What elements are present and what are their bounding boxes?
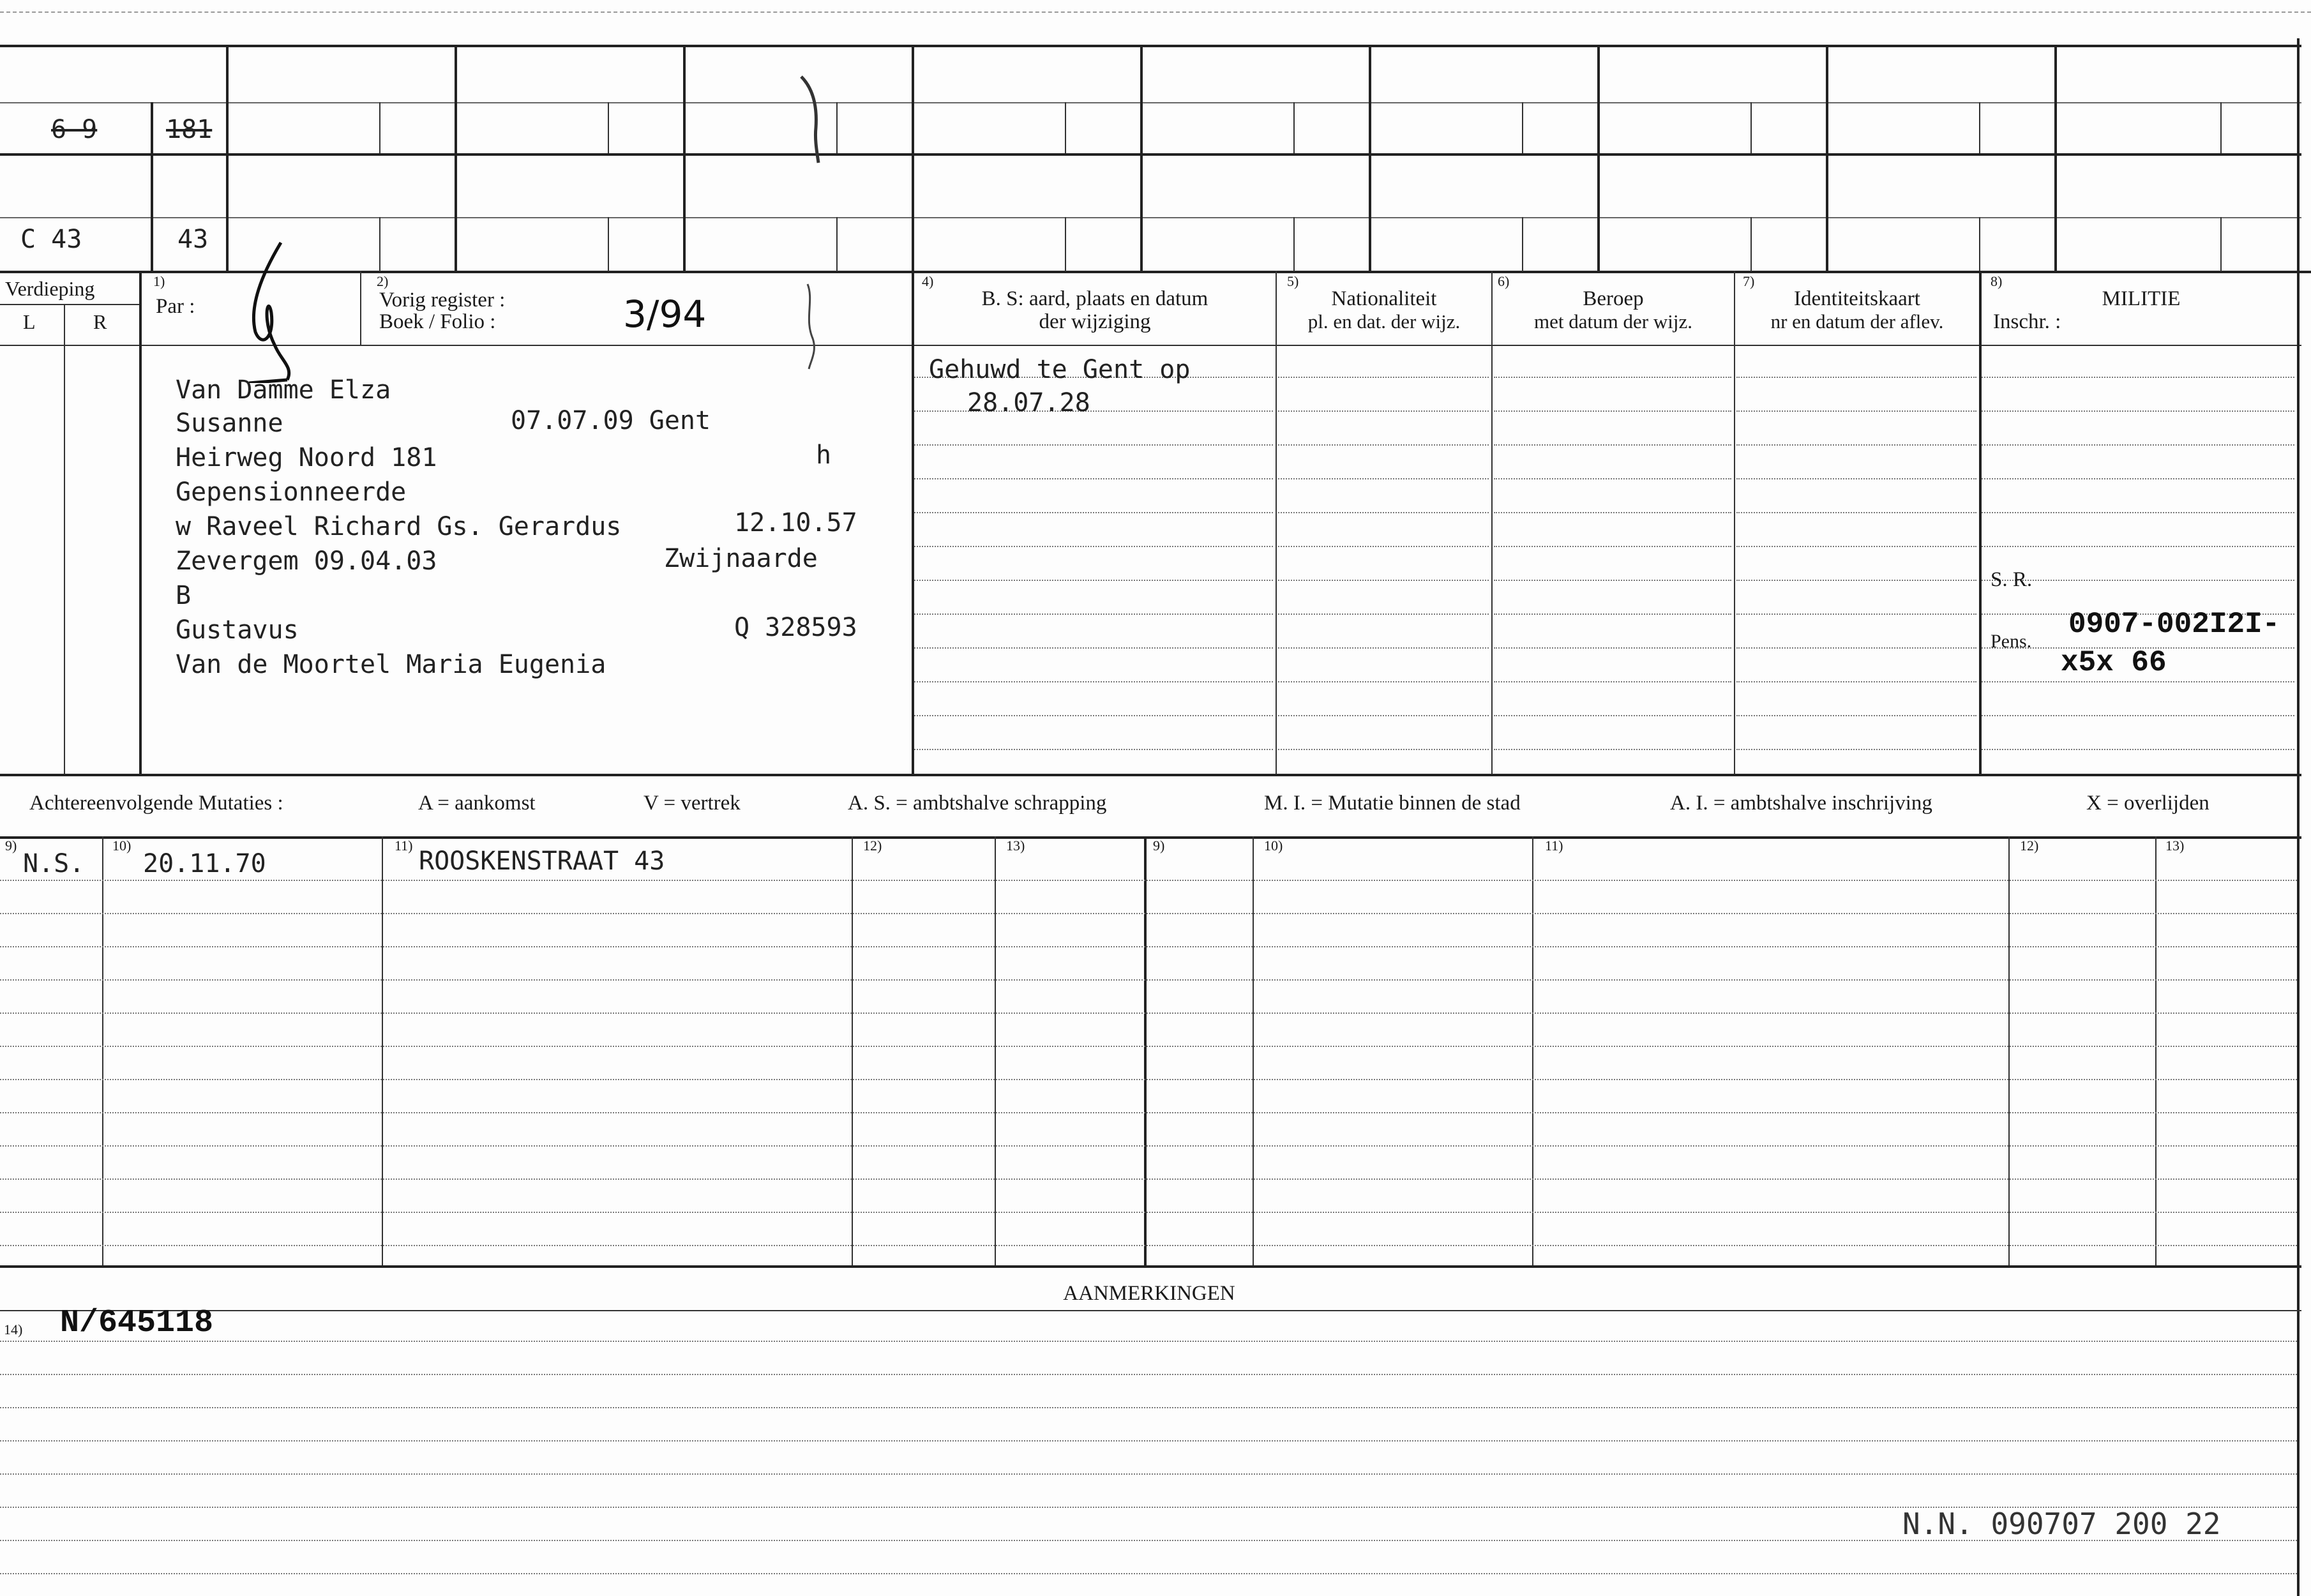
ruled-line	[1278, 647, 1489, 649]
mutation-address: ROOSKENSTRAAT 43	[419, 847, 665, 876]
ruled-line	[0, 1341, 2297, 1342]
beroep-label: Beroep	[1583, 287, 1644, 310]
ruled-line	[1494, 512, 1731, 513]
ruled-line	[1982, 749, 2294, 750]
ruled-line	[0, 880, 2297, 881]
verdieping-l-label: L	[23, 310, 36, 333]
nationaliteit-num: 5)	[1287, 273, 1299, 289]
ruled-line	[0, 1573, 2297, 1574]
person-mother: Van de Moortel Maria Eugenia	[176, 650, 606, 679]
person-name: Van Damme Elza	[176, 375, 391, 405]
legend-ambtshalve-schrapping: A. S. = ambtshalve schrapping	[848, 792, 1107, 815]
ruled-line	[1736, 444, 1976, 446]
ruled-line	[1736, 614, 1976, 615]
house-code: C 43	[20, 225, 82, 254]
vorig-num: 2)	[377, 273, 389, 289]
struck-code: 6 9	[51, 115, 98, 144]
aanmerkingen-value: N/645118	[60, 1305, 214, 1341]
beroep-label-2: met datum der wijz.	[1534, 310, 1692, 333]
ruled-line	[1982, 546, 2294, 547]
ruled-line	[1494, 580, 1731, 581]
ruled-line	[1278, 410, 1489, 412]
militie-label: MILITIE	[2102, 287, 2181, 310]
ruled-line	[1982, 377, 2294, 378]
ruled-line	[0, 1507, 2297, 1508]
legend-mutatie-binnen: M. I. = Mutatie binnen de stad	[1264, 792, 1521, 815]
sr-label: S. R.	[1991, 568, 2033, 591]
vorig-label: Vorig register :	[379, 289, 506, 312]
ruled-line	[1982, 410, 2294, 412]
par-num: 1)	[153, 273, 165, 289]
ruled-line	[1494, 749, 1731, 750]
ruled-line	[1982, 478, 2294, 479]
identiteit-num: 7)	[1743, 273, 1755, 289]
ruled-line	[914, 512, 1273, 513]
col-13-a: 13)	[1006, 838, 1025, 854]
ruled-line	[1494, 377, 1731, 378]
inschr-label: Inschr. :	[1993, 310, 2061, 333]
aanmerkingen-num: 14)	[4, 1321, 23, 1337]
ruled-line	[1736, 715, 1976, 716]
par-label: Par :	[156, 295, 195, 318]
legend-ambtshalve-inschrijving: A. I. = ambtshalve inschrijving	[1670, 792, 1932, 815]
ruled-line	[1736, 512, 1976, 513]
ruled-line	[914, 580, 1273, 581]
person-h-mark: h	[816, 440, 832, 470]
aanmerkingen-title: AANMERKINGEN	[1063, 1282, 1235, 1305]
bs-num: 4)	[922, 273, 934, 289]
house-number: 43	[177, 225, 209, 254]
nationaliteit-label-2: pl. en dat. der wijz.	[1307, 310, 1461, 333]
ruled-line	[1736, 377, 1976, 378]
person-death-place: Zwijnaarde	[664, 544, 818, 573]
mutaties-title: Achtereenvolgende Mutaties :	[29, 792, 283, 815]
ruled-line	[1494, 444, 1731, 446]
ruled-line	[1494, 410, 1731, 412]
person-birth: 07.07.09 Gent	[511, 406, 711, 435]
identiteit-label: Identiteitskaart	[1794, 287, 1920, 310]
ruled-line	[1494, 546, 1731, 547]
ruled-line	[1278, 715, 1489, 716]
col-11-b: 11)	[1545, 838, 1563, 854]
ruled-line	[0, 913, 2297, 914]
ruled-line	[1982, 681, 2294, 682]
ruled-line	[914, 647, 1273, 649]
nationaliteit-label: Nationaliteit	[1331, 287, 1437, 310]
ruled-line	[0, 1212, 2297, 1213]
ruled-line	[1494, 715, 1731, 716]
ruled-line	[0, 946, 2297, 947]
col-11-a: 11)	[395, 838, 413, 854]
ruled-line	[1736, 478, 1976, 479]
col-12-a: 12)	[863, 838, 882, 854]
ruled-line	[914, 444, 1273, 446]
ruled-line	[1736, 546, 1976, 547]
bs-label-2: der wijziging	[1039, 310, 1151, 333]
bs-entry-line2: 28.07.28	[967, 388, 1090, 418]
ruled-line	[0, 979, 2297, 981]
ruled-line	[1494, 478, 1731, 479]
boek-folio-label: Boek / Folio :	[379, 310, 496, 333]
ruled-line	[0, 1440, 2297, 1442]
ruled-line	[0, 1145, 2297, 1147]
person-spouse-birth: Zevergem 09.04.03	[176, 546, 437, 576]
person-father: Gustavus	[176, 615, 299, 645]
vorig-bracket-mark	[801, 281, 820, 370]
pens-label: Pens.	[1991, 631, 2032, 652]
ruled-line	[914, 715, 1273, 716]
ruled-line	[1278, 546, 1489, 547]
ruled-line	[0, 1540, 2297, 1541]
ruled-line	[1736, 647, 1976, 649]
beroep-num: 6)	[1498, 273, 1510, 289]
mutation-code: N.S.	[23, 849, 85, 878]
ruled-line	[914, 749, 1273, 750]
ruled-line	[0, 1046, 2297, 1047]
identiteit-label-2: nr en datum der aflev.	[1770, 310, 1944, 333]
ruled-line	[914, 614, 1273, 615]
pens-sub: x5x 66	[2061, 646, 2167, 679]
person-q-number: Q 328593	[734, 613, 857, 642]
legend-aankomst: A = aankomst	[418, 792, 536, 815]
ruled-line	[1278, 478, 1489, 479]
person-death-date: 12.10.57	[734, 508, 857, 538]
person-b: B	[176, 581, 192, 610]
ruled-line	[1278, 512, 1489, 513]
pens-value: 0907-002I2I-	[2068, 608, 2280, 641]
person-address: Heirweg Noord 181	[176, 443, 437, 472]
ruled-line	[0, 1374, 2297, 1375]
ruled-line	[914, 478, 1273, 479]
ruled-line	[0, 1079, 2297, 1080]
ruled-line	[1736, 580, 1976, 581]
ruled-line	[1278, 681, 1489, 682]
ruled-line	[914, 546, 1273, 547]
par-handwritten-mark	[236, 236, 313, 383]
bs-label: B. S: aard, plaats en datum	[981, 287, 1208, 310]
nn-number: N.N. 090707 200 22	[1902, 1507, 2221, 1541]
ruled-line	[1278, 749, 1489, 750]
ruled-line	[1736, 749, 1976, 750]
col-13-b: 13)	[2165, 838, 2185, 854]
ruled-line	[914, 681, 1273, 682]
col-9-a: 9)	[5, 838, 17, 854]
col-10-a: 10)	[112, 838, 132, 854]
ruled-line	[0, 1013, 2297, 1014]
militie-num: 8)	[1991, 273, 2003, 289]
ruled-line	[1982, 512, 2294, 513]
verdieping-label: Verdieping	[5, 277, 95, 300]
ruled-line	[0, 1473, 2297, 1475]
struck-number: 181	[166, 115, 213, 144]
ruled-line	[0, 1112, 2297, 1113]
boek-folio-value: 3/94	[623, 292, 707, 336]
ruled-line	[1494, 681, 1731, 682]
legend-vertrek: V = vertrek	[644, 792, 741, 815]
ruled-line	[1494, 614, 1731, 615]
ruled-line	[1736, 410, 1976, 412]
col-10-b: 10)	[1264, 838, 1283, 854]
ruled-line	[1278, 580, 1489, 581]
ruled-line	[1278, 444, 1489, 446]
top-bracket-mark	[798, 70, 836, 166]
mutation-date: 20.11.70	[143, 849, 266, 878]
ruled-line	[0, 1407, 2297, 1408]
ruled-line	[0, 1178, 2297, 1180]
person-occupation: Gepensionneerde	[176, 478, 407, 507]
col-12-b: 12)	[2020, 838, 2039, 854]
person-firstname: Susanne	[176, 409, 283, 438]
ruled-line	[0, 1245, 2297, 1246]
verdieping-r-label: R	[93, 310, 107, 333]
legend-overlijden: X = overlijden	[2086, 792, 2209, 815]
ruled-line	[1982, 444, 2294, 446]
person-spouse: w Raveel Richard Gs. Gerardus	[176, 512, 622, 541]
ruled-line	[1278, 377, 1489, 378]
bs-entry-line1: Gehuwd te Gent op	[929, 355, 1191, 384]
ruled-line	[1736, 681, 1976, 682]
col-9-b: 9)	[1153, 838, 1165, 854]
ruled-line	[1982, 715, 2294, 716]
ruled-line	[1278, 614, 1489, 615]
ruled-line	[1494, 647, 1731, 649]
